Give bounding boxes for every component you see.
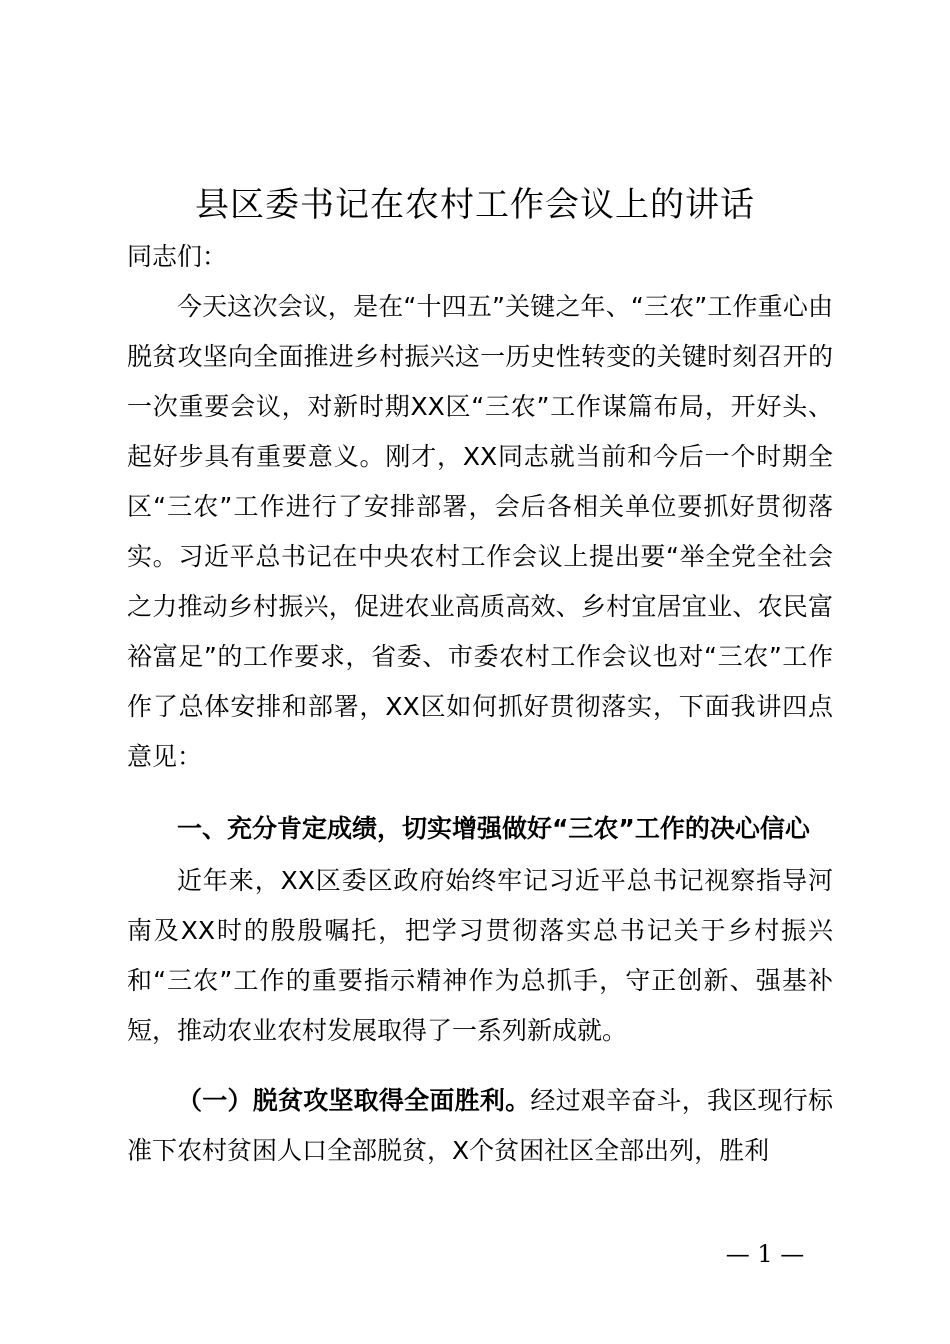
salutation: 同志们： [127,242,228,271]
subsection-paragraph [127,1076,833,1176]
document-title: 县区委书记在农村工作会议上的讲话 [195,185,755,225]
page-number: — 1 — [725,1240,805,1268]
paragraph-intro: 今天这次会议，是在“十四五”关键之年、“三农”工作重心由脱贫攻坚向全面推进乡村振兴这一历史性转变的关键时刻召开的一次重要会议，对新时期XX区“三农”工作谋篇布局，开好头、起好步具有重要意义。刚才，XX同志就当前和今后一个时期全区“三农”工作进行了安排部署，会后各相关单位要抓好贯彻落实。习近平总书记在中央农村工作会议上提出要“举全党全社会之力推动乡村振兴，促进农业高质高效、乡村宜居宜业、农民富裕富足”的工作要求，省委、市委农村工作会议也对“三农”工作作了总体安排和部署，XX区如何抓好贯彻落实，下面我讲四点意见： [127,292,833,771]
section-heading-1: 一、充分肯定成绩，切实增强做好“三农”工作的决心信心 [177,814,810,843]
document-body [127,232,833,1176]
paragraph-achievements: 近年来，XX区委区政府始终牢记习近平总书记视察指导河南及XX时的殷殷嘱托，把学习贯彻落实总书记关于乡村振兴和“三农”工作的重要指示精神作为总抓手，守正创新、强基补短，推动农业农村发展取得了一系列新成就。 [127,866,833,1045]
subsection-text: 经过艰辛奋斗，我区现行标准下农村贫困人口全部脱贫，X个贫困社区全部出列，胜利 [127,1086,833,1165]
subsection-heading-1: （一）脱贫攻坚取得全面胜利。 [177,1086,531,1115]
